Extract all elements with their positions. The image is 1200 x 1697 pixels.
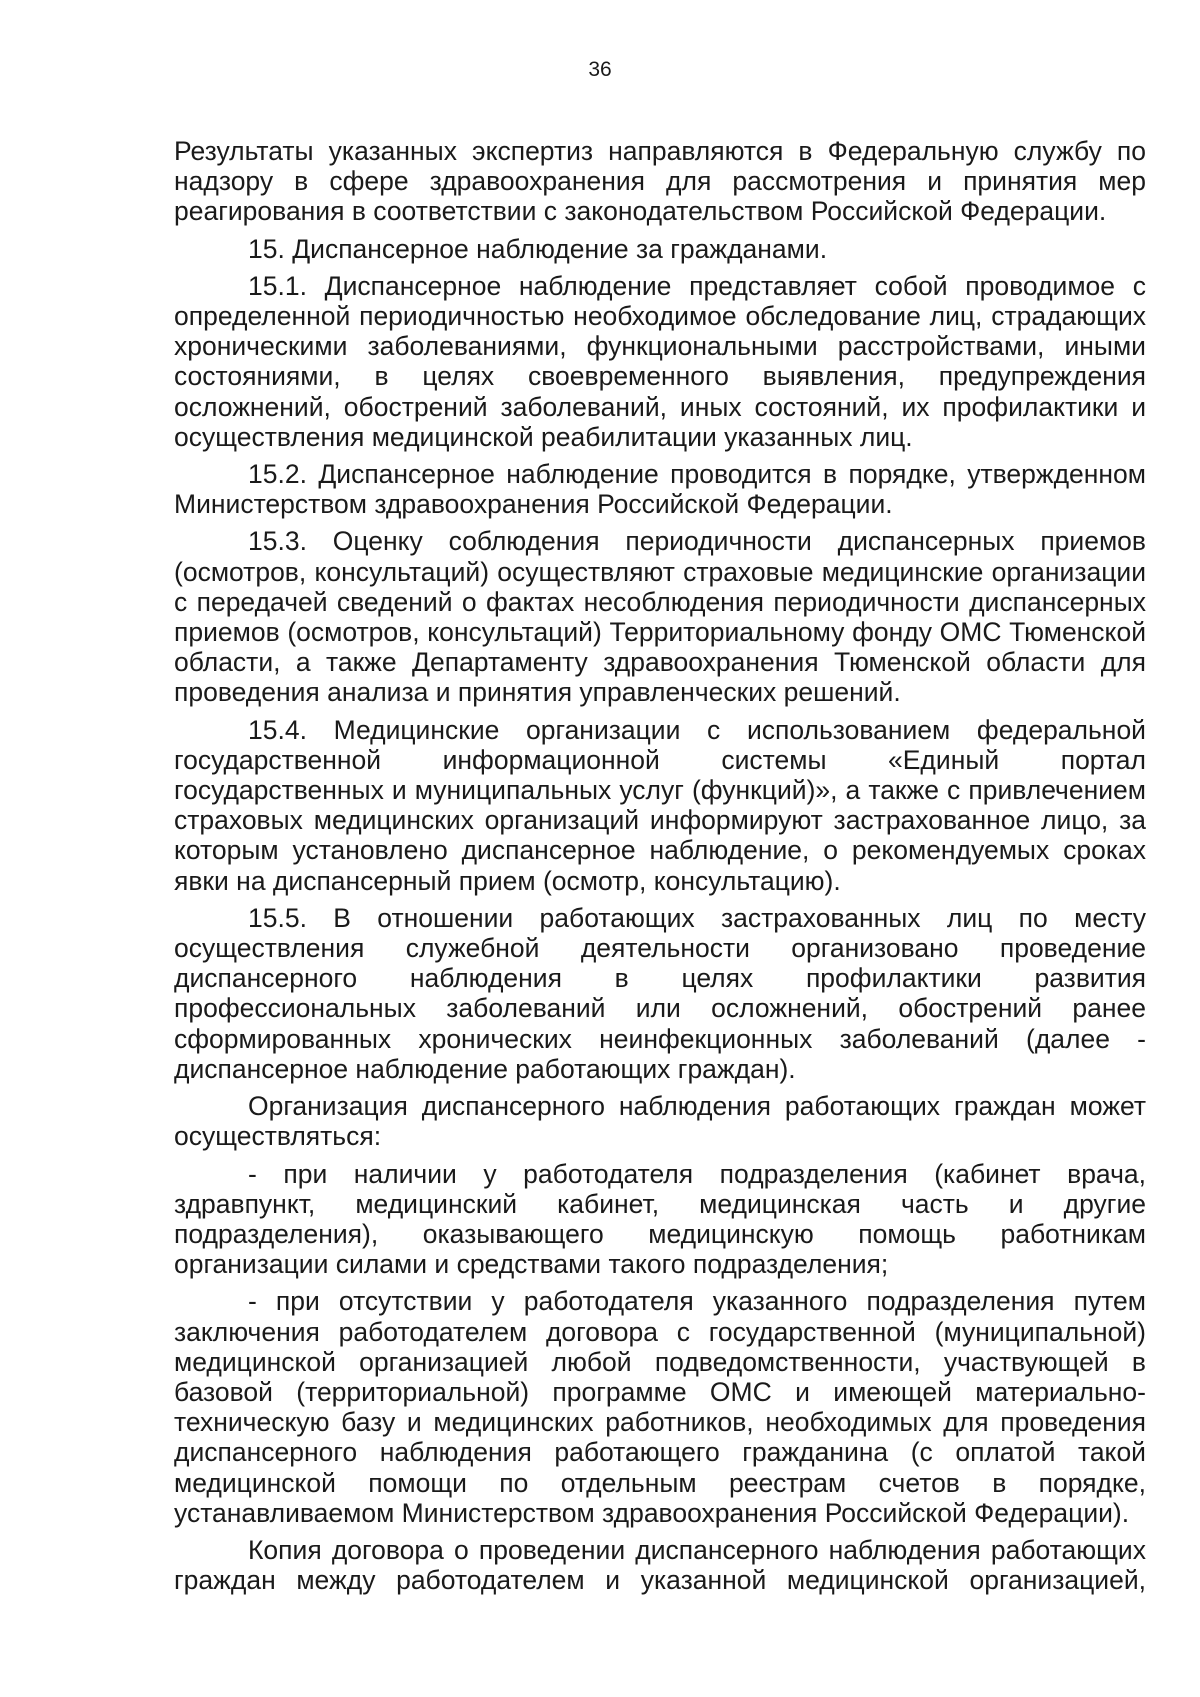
- paragraph-15-5: 15.5. В отношении работающих застрахованных лиц по месту осуществления служебной деятельности организовано проведение диспансерного наблюдения в целях профилактики развития профессиональных заболеваний или осложнений, обострений ранее сформированных хронических неинфекционных заболеваний (далее - диспансерное наблюдение работающих граждан).: [174, 902, 1146, 1084]
- paragraph-15-4: 15.4. Медицинские организации с использованием федеральной государственной информационной системы «Единый портал государственных и муниципальных услуг (функций)», а также с привлечением страховых медицинских организаций информируют застрахованное лицо, за которым установлено диспансерное наблюдение, о рекомендуемых сроках явки на диспансерный прием (осмотр, консультацию).: [174, 714, 1146, 896]
- paragraph-organization-intro: Организация диспансерного наблюдения работающих граждан может осуществляться:: [174, 1091, 1146, 1152]
- list-item-without-subdivision: - при отсутствии у работодателя указанного подразделения путем заключения работодателем договора с государственной (муниципальной) медицинской организацией любой подведомственности, участвующей в базовой (территориальной) программе ОМС и имеющей материально-техническую базу и медицинских работников, необходимых для проведения диспансерного наблюдения работающего гражданина (с оплатой такой медицинской помощи по отдельным реестрам счетов в порядке, устанавливаемом Министерством здравоохранения Российской Федерации).: [174, 1286, 1146, 1528]
- paragraph-15-2: 15.2. Диспансерное наблюдение проводится в порядке, утвержденном Министерством здравоохранения Российской Федерации.: [174, 459, 1146, 520]
- document-body: [174, 136, 1146, 1602]
- paragraph-expertise-results: Результаты указанных экспертиз направляются в Федеральную службу по надзору в сфере здравоохранения для рассмотрения и принятия мер реагирования в соответствии с законодательством Российской Федерации.: [174, 136, 1146, 227]
- paragraph-15-3: 15.3. Оценку соблюдения периодичности диспансерных приемов (осмотров, консультаций) осуществляют страховые медицинские организации с передачей сведений о фактах несоблюдения периодичности диспансерных приемов (осмотров, консультаций) Территориальному фонду ОМС Тюменской области, а также Департаменту здравоохранения Тюменской области для проведения анализа и принятия управленческих решений.: [174, 526, 1146, 708]
- list-item-with-subdivision: - при наличии у работодателя подразделения (кабинет врача, здравпункт, медицинский кабинет, медицинская часть и другие подразделения), оказывающего медицинскую помощь работникам организации силами и средствами такого подразделения;: [174, 1158, 1146, 1280]
- paragraph-contract-copy: Копия договора о проведении диспансерного наблюдения работающих граждан между работодателем и указанной медицинской организацией,: [174, 1534, 1146, 1596]
- paragraph-15-1: 15.1. Диспансерное наблюдение представляет собой проводимое с определенной периодичностью необходимое обследование лиц, страдающих хроническими заболеваниями, функциональными расстройствами, иными состояниями, в целях своевременного выявления, предупреждения осложнений, обострений заболеваний, иных состояний, их профилактики и осуществления медицинской реабилитации указанных лиц.: [174, 270, 1146, 452]
- page-number: 36: [588, 58, 612, 81]
- section-heading-15: 15. Диспансерное наблюдение за гражданами.: [248, 233, 828, 264]
